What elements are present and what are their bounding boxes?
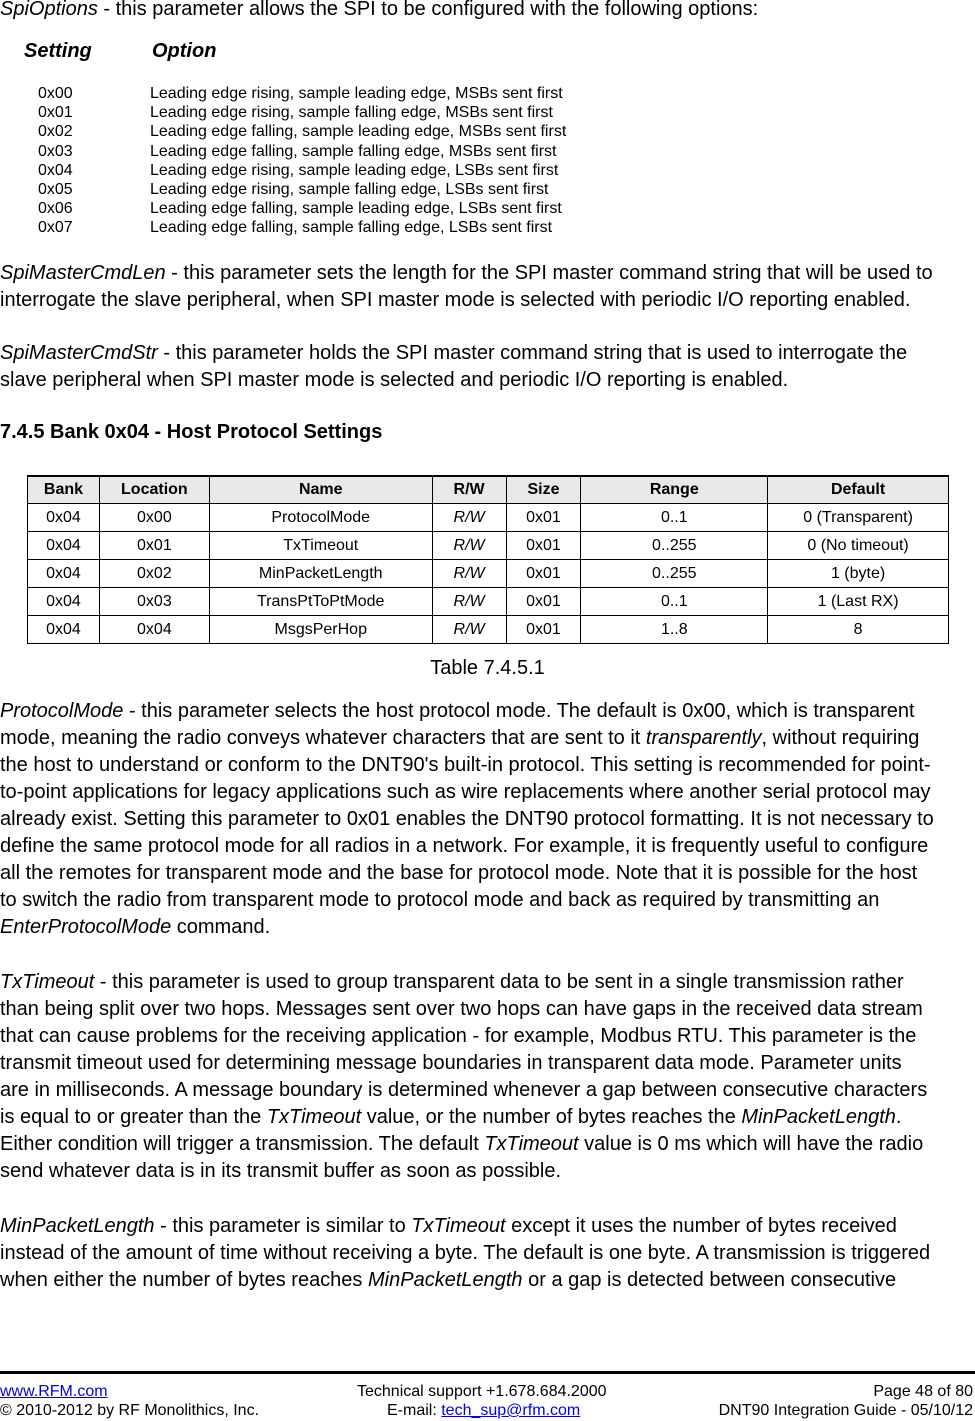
table-cell: 1..8: [581, 616, 768, 644]
italic-term: MinPacketLength: [0, 1215, 155, 1237]
table-cell: 8: [768, 616, 949, 644]
italic-term: TxTimeout: [411, 1215, 506, 1237]
column-header: Size: [506, 476, 581, 504]
text-line: [0, 806, 934, 833]
table-cell: TransPtToPtMode: [209, 588, 432, 616]
table-cell: 0x00: [99, 504, 209, 532]
table-cell: 0..255: [581, 532, 768, 560]
text-segment: are in milliseconds. A message boundary is determined whenever a gap between consecutive characters: [0, 1079, 928, 1101]
table-cell: 0x04: [28, 588, 100, 616]
text-segment: to switch the radio from transparent mode to protocol mode and back as required by transmitting an: [0, 889, 880, 911]
table-cell: 0x01: [506, 560, 581, 588]
txtimeout-paragraph: [0, 969, 927, 1185]
table-cell: 0x01: [506, 532, 581, 560]
footer-divider: [0, 1371, 975, 1374]
option-setting: 0x01: [38, 104, 73, 122]
italic-term: TxTimeout: [266, 1106, 362, 1128]
column-header: Range: [581, 476, 768, 504]
table-cell: 0x01: [506, 504, 581, 532]
text-line: [0, 887, 934, 914]
text-line: [0, 1077, 927, 1104]
column-header: Bank: [28, 476, 100, 504]
intro-paragraph: [0, 0, 758, 23]
table-cell: 0x01: [506, 588, 581, 616]
text-segment: - this parameter sets the length for the SPI master command string that will be used to: [165, 262, 933, 284]
italic-term: EnterProtocolMode: [0, 916, 172, 938]
table-cell: R/W: [432, 504, 506, 532]
italic-term: TxTimeout: [0, 971, 95, 993]
text-segment: command.: [171, 916, 271, 938]
table-cell: 0x04: [28, 504, 100, 532]
table-row: [28, 560, 949, 588]
text-segment: define the same protocol mode for all radios in a network. For example, it is frequently useful to configure: [0, 835, 929, 857]
option-option: Leading edge rising, sample leading edge, MSBs sent first: [150, 85, 563, 102]
text-line: [0, 1267, 930, 1294]
option-setting: 0x07: [38, 219, 73, 237]
copyright: © 2010-2012 by RF Monolithics, Inc.: [0, 1402, 260, 1419]
text-segment: all the remotes for transparent mode and the base for protocol mode. Note that it is possible for the host: [0, 862, 918, 884]
option-setting: 0x05: [38, 181, 73, 198]
text-line: [0, 1158, 927, 1185]
option-option: Leading edge rising, sample falling edge, LSBs sent first: [150, 181, 549, 198]
text-segment: than being split over two hops. Messages sent over two hops can have gaps in the received data stream: [0, 998, 923, 1020]
table-cell: 0x04: [28, 616, 100, 644]
italic-term: SpiOptions: [0, 0, 98, 20]
text-segment: , without requiring: [761, 727, 920, 749]
email-link[interactable]: tech_sup@rfm.com: [441, 1402, 581, 1419]
table-cell: R/W: [432, 560, 506, 588]
table-cell: 1 (byte): [768, 560, 949, 588]
text-segment: value, or the number of bytes reaches the: [361, 1106, 742, 1128]
support-phone: Technical support +1.678.684.2000: [357, 1383, 607, 1400]
text-segment: is equal to or greater than the: [0, 1106, 267, 1128]
text-line: [0, 1240, 930, 1267]
column-header: Name: [209, 476, 432, 504]
column-header: R/W: [432, 476, 506, 504]
table-cell: R/W: [432, 616, 506, 644]
document-title: DNT90 Integration Guide - 05/10/12: [718, 1402, 973, 1419]
option-setting: 0x00: [38, 85, 73, 102]
text-segment: already exist. Setting this parameter to 0x01 enables the DNT90 protocol formatting. It is not necessary to: [0, 808, 934, 830]
table-cell: 0 (No timeout): [768, 532, 949, 560]
text-segment: the host to understand or conform to the DNT90's built-in protocol. This setting is recommended for point-: [0, 754, 931, 776]
table-cell: TxTimeout: [209, 532, 432, 560]
text-line: [0, 725, 934, 752]
text-line: [0, 260, 933, 287]
table-header-row: [28, 476, 949, 504]
protocolmode-paragraph: [0, 698, 934, 941]
text-segment: .: [895, 1106, 902, 1128]
italic-term: TxTimeout: [484, 1133, 579, 1155]
text-line: [0, 340, 907, 367]
table-cell: 0..1: [581, 504, 768, 532]
spimastercmdlen-paragraph: [0, 260, 933, 314]
section-heading: 7.4.5 Bank 0x04 - Host Protocol Settings: [0, 421, 383, 443]
text-line: [0, 779, 934, 806]
column-header: Default: [768, 476, 949, 504]
table-row: [28, 588, 949, 616]
table-cell: 0x02: [99, 560, 209, 588]
text-line: [0, 996, 927, 1023]
website-link[interactable]: www.RFM.com: [0, 1383, 108, 1400]
text-segment: - this parameter holds the SPI master command string that is used to interrogate the: [157, 342, 908, 364]
options-header-setting: Setting: [24, 40, 92, 62]
table-cell: 0x04: [28, 560, 100, 588]
table-cell: MsgsPerHop: [209, 616, 432, 644]
email-label: E-mail:: [387, 1402, 442, 1419]
text-line: [0, 1023, 927, 1050]
table-cell: R/W: [432, 588, 506, 616]
text-segment: - this parameter selects the host protocol mode. The default is 0x00, which is transparent: [123, 700, 915, 722]
text-segment: - this parameter allows the SPI to be configured with the following options:: [97, 0, 759, 20]
table-cell: 0..1: [581, 588, 768, 616]
table-cell: 0x01: [99, 532, 209, 560]
option-option: Leading edge falling, sample leading edge, LSBs sent first: [150, 200, 562, 218]
italic-term: MinPacketLength: [368, 1269, 523, 1291]
table-cell: 0 (Transparent): [768, 504, 949, 532]
text-segment: value is 0 ms which will have the radio: [578, 1133, 924, 1155]
text-line: [0, 1213, 930, 1240]
column-header: Location: [99, 476, 209, 504]
option-option: Leading edge falling, sample leading edge, MSBs sent first: [150, 123, 567, 141]
table-cell: 0x01: [506, 616, 581, 644]
table-cell: 0x04: [99, 616, 209, 644]
text-line: [0, 833, 934, 860]
option-option: Leading edge falling, sample falling edge, LSBs sent first: [150, 219, 553, 237]
text-segment: Either condition will trigger a transmission. The default: [0, 1133, 485, 1155]
table-row: [28, 532, 949, 560]
table-cell: 0..255: [581, 560, 768, 588]
italic-term: SpiMasterCmdLen: [0, 262, 166, 284]
text-segment: - this parameter is used to group transparent data to be sent in a single transmission rather: [94, 971, 904, 993]
minpacketlength-paragraph: [0, 1213, 930, 1294]
table-caption: Table 7.4.5.1: [430, 657, 545, 679]
text-line: [0, 1104, 927, 1131]
option-setting: 0x04: [38, 161, 73, 179]
text-segment: when either the number of bytes reaches: [0, 1269, 368, 1291]
text-segment: mode, meaning the radio conveys whatever characters that are sent to it: [0, 727, 646, 749]
option-option: Leading edge falling, sample falling edge, MSBs sent first: [150, 142, 557, 160]
text-segment: instead of the amount of time without receiving a byte. The default is one byte. A transmission is triggered: [0, 1242, 931, 1264]
table-row: [28, 504, 949, 532]
option-setting: 0x06: [38, 200, 73, 218]
text-line: [0, 367, 907, 394]
table-cell: 1 (Last RX): [768, 588, 949, 616]
option-setting: 0x02: [38, 123, 73, 141]
table-row: [28, 616, 949, 644]
table-cell: 0x03: [99, 588, 209, 616]
page-number: Page 48 of 80: [873, 1383, 973, 1400]
text-segment: to-point applications for legacy applications such as wire replacements where another serial protocol may: [0, 781, 931, 803]
text-line: [0, 860, 934, 887]
text-line: [0, 969, 927, 996]
text-segment: slave peripheral when SPI master mode is selected and periodic I/O reporting is enabled.: [0, 369, 789, 391]
table-cell: ProtocolMode: [209, 504, 432, 532]
text-line: [0, 0, 758, 23]
option-option: Leading edge rising, sample leading edge, LSBs sent first: [150, 161, 559, 179]
text-line: [0, 752, 934, 779]
text-segment: or a gap is detected between consecutive: [522, 1269, 897, 1291]
table-cell: MinPacketLength: [209, 560, 432, 588]
text-line: [0, 1131, 927, 1158]
options-header-option: Option: [152, 40, 217, 62]
spimastercmdstr-paragraph: [0, 340, 907, 394]
text-segment: that can cause problems for the receiving application - for example, Modbus RTU. This parameter is the: [0, 1025, 917, 1047]
italic-term: SpiMasterCmdStr: [0, 342, 158, 364]
text-segment: - this parameter is similar to: [154, 1215, 412, 1237]
text-segment: except it uses the number of bytes received: [505, 1215, 897, 1237]
table-cell: R/W: [432, 532, 506, 560]
italic-term: transparently: [645, 727, 762, 749]
text-line: [0, 914, 934, 941]
text-segment: interrogate the slave peripheral, when SPI master mode is selected with periodic I/O reporting enabled.: [0, 289, 911, 311]
table-cell: 0x04: [28, 532, 100, 560]
text-segment: send whatever data is in its transmit buffer as soon as possible.: [0, 1160, 562, 1182]
italic-term: MinPacketLength: [741, 1106, 896, 1128]
text-line: [0, 287, 933, 314]
option-option: Leading edge rising, sample falling edge, MSBs sent first: [150, 104, 553, 122]
text-line: [0, 698, 934, 725]
italic-term: ProtocolMode: [0, 700, 124, 722]
option-setting: 0x03: [38, 142, 73, 160]
text-segment: transmit timeout used for determining message boundaries in transparent data mode. Parameter units: [0, 1052, 902, 1074]
text-line: [0, 1050, 927, 1077]
host-protocol-table: [27, 475, 949, 644]
email-line: [387, 1402, 580, 1420]
